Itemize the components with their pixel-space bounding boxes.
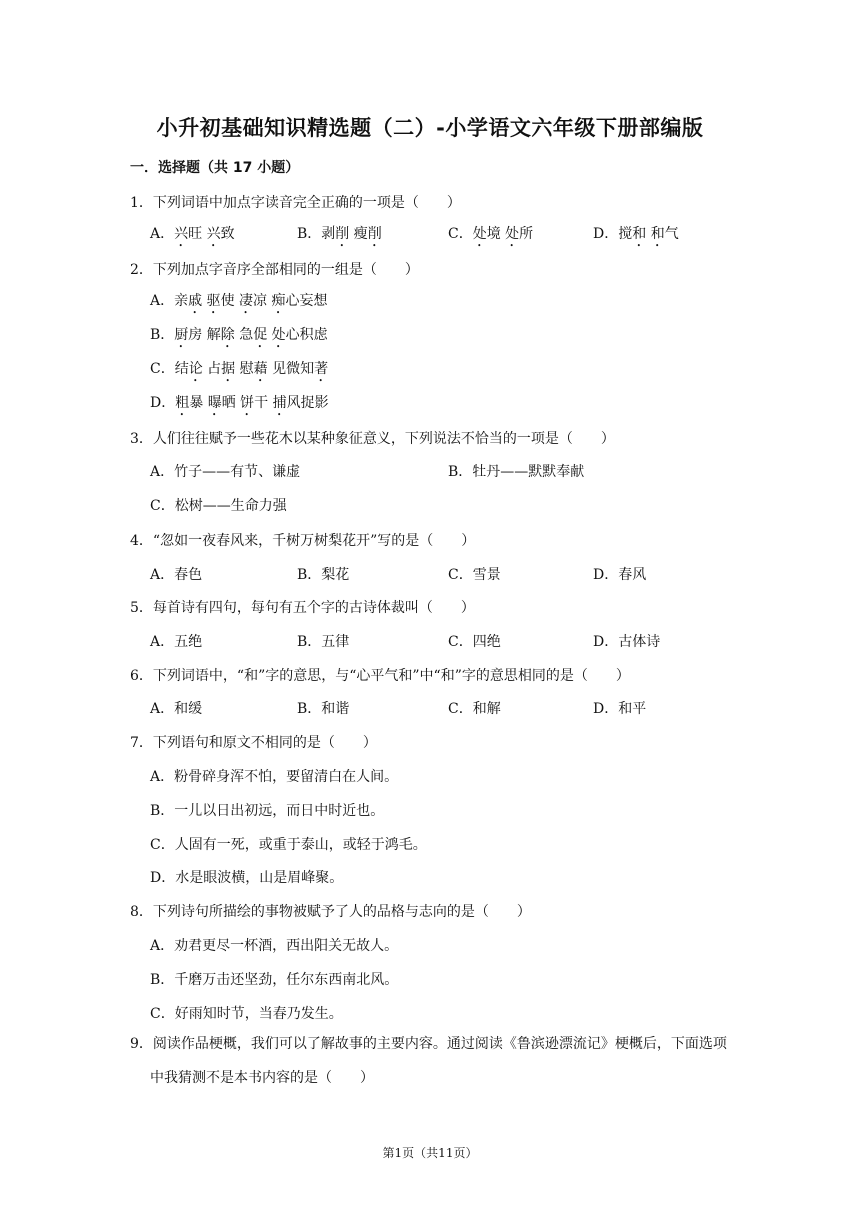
word: 剥削	[321, 226, 350, 242]
q5-option-b: B．五律	[297, 634, 350, 650]
document-title: 小升初基础知识精选题（二）-小学语文六年级下册部编版	[156, 116, 704, 140]
question-7-stem: 7．下列语句和原文不相同的是（ ）	[130, 735, 377, 751]
dotted-char: 和	[650, 226, 665, 242]
word: 和气	[650, 226, 679, 242]
question-1-stem: 1．下列词语中加点字读音完全正确的一项是（ ）	[130, 195, 461, 211]
q1-option-a	[150, 223, 235, 250]
q6-option-d: D．和平	[593, 701, 647, 717]
word: 瘦削	[353, 226, 382, 242]
question-8-stem: 8．下列诗句所描绘的事物被赋予了人的品格与志向的是（ ）	[130, 904, 531, 920]
question-5-stem: 5．每首诗有四句，每句有五个字的古诗体裁叫（ ）	[130, 600, 475, 616]
q5-option-a: A．五绝	[150, 634, 203, 650]
q8-option-c: C．好雨知时节，当春乃发生。	[150, 1006, 343, 1022]
q1-option-b	[297, 223, 382, 250]
q4-option-c: C．雪景	[448, 567, 501, 583]
dotted-char: 削	[367, 226, 382, 242]
dotted-char: 和	[632, 226, 647, 242]
option-letter: D．	[593, 226, 619, 242]
q7-option-a: A．粉骨碎身浑不怕，要留清白在人间。	[150, 769, 399, 785]
question-4-stem: 4．“忽如一夜春风来，千树万树梨花开”写的是（ ）	[130, 533, 476, 549]
option-letter: A．	[150, 226, 175, 242]
q7-option-d: D．水是眼波横，山是眉峰聚。	[150, 870, 344, 886]
question-9-text: 9．阅读作品梗概，我们可以了解故事的主要内容。通过阅读《鲁滨逊漂流记》梗概后，下面选项中我猜测不是本书内容的是（ ）	[130, 1036, 727, 1086]
q2-option-b: B．厨房 解除 急促 处心积虑	[150, 327, 328, 343]
q4-option-b: B．梨花	[297, 567, 350, 583]
dotted-char: 处	[505, 226, 520, 242]
q3-option-a: A．竹子——有节、谦虚	[150, 464, 301, 480]
q5-option-c: C．四绝	[448, 634, 501, 650]
section-heading: 一．选择题（共 17 小题）	[130, 160, 300, 176]
q7-option-b: B．一儿以日出初远，而日中时近也。	[150, 803, 385, 819]
q6-option-b: B．和谐	[297, 701, 350, 717]
q5-option-d: D．古体诗	[593, 634, 661, 650]
word: 搅和	[618, 226, 647, 242]
q4-option-a: A．春色	[150, 567, 203, 583]
question-9-stem	[130, 1027, 730, 1095]
q1-option-c	[448, 223, 533, 250]
word: 处所	[505, 226, 534, 242]
q1-option-d	[593, 223, 679, 250]
word: 处境	[472, 226, 501, 242]
q6-option-c: C．和解	[448, 701, 501, 717]
dotted-char: 削	[335, 226, 350, 242]
q2-option-c: C．结论 占据 慰藉 见微知著	[150, 361, 329, 377]
word: 兴旺	[174, 226, 203, 242]
q2-option-d: D．粗暴 曝晒 饼干 捕风捉影	[150, 395, 329, 411]
word: 兴致	[206, 226, 235, 242]
question-3-stem: 3．人们往往赋予一些花木以某种象征意义，下列说法不恰当的一项是（ ）	[130, 431, 615, 447]
q7-option-c: C．人固有一死，或重于泰山，或轻于鸿毛。	[150, 837, 427, 853]
question-2-stem: 2．下列加点字音序全部相同的一组是（ ）	[130, 262, 419, 278]
page-footer: 第1页（共11页）	[382, 1146, 478, 1160]
q3-option-c: C．松树——生命力强	[150, 498, 287, 514]
question-6-stem: 6．下列词语中，“和”字的意思，与“心平气和”中“和”字的意思相同的是（ ）	[130, 668, 630, 684]
option-letter: C．	[448, 226, 473, 242]
q8-option-b: B．千磨万击还坚劲，任尔东西南北风。	[150, 972, 399, 988]
q8-option-a: A．劝君更尽一杯酒，西出阳关无故人。	[150, 938, 399, 954]
q6-option-a: A．和缓	[150, 701, 203, 717]
q2-option-a: A．亲戚 驱使 凄凉 痴心妄想	[150, 293, 328, 309]
dotted-char: 兴	[174, 226, 189, 242]
q4-option-d: D．春风	[593, 567, 647, 583]
q3-option-b: B．牡丹——默默奉献	[448, 464, 585, 480]
option-letter: B．	[297, 226, 322, 242]
dotted-char: 处	[472, 226, 487, 242]
dotted-char: 兴	[206, 226, 221, 242]
